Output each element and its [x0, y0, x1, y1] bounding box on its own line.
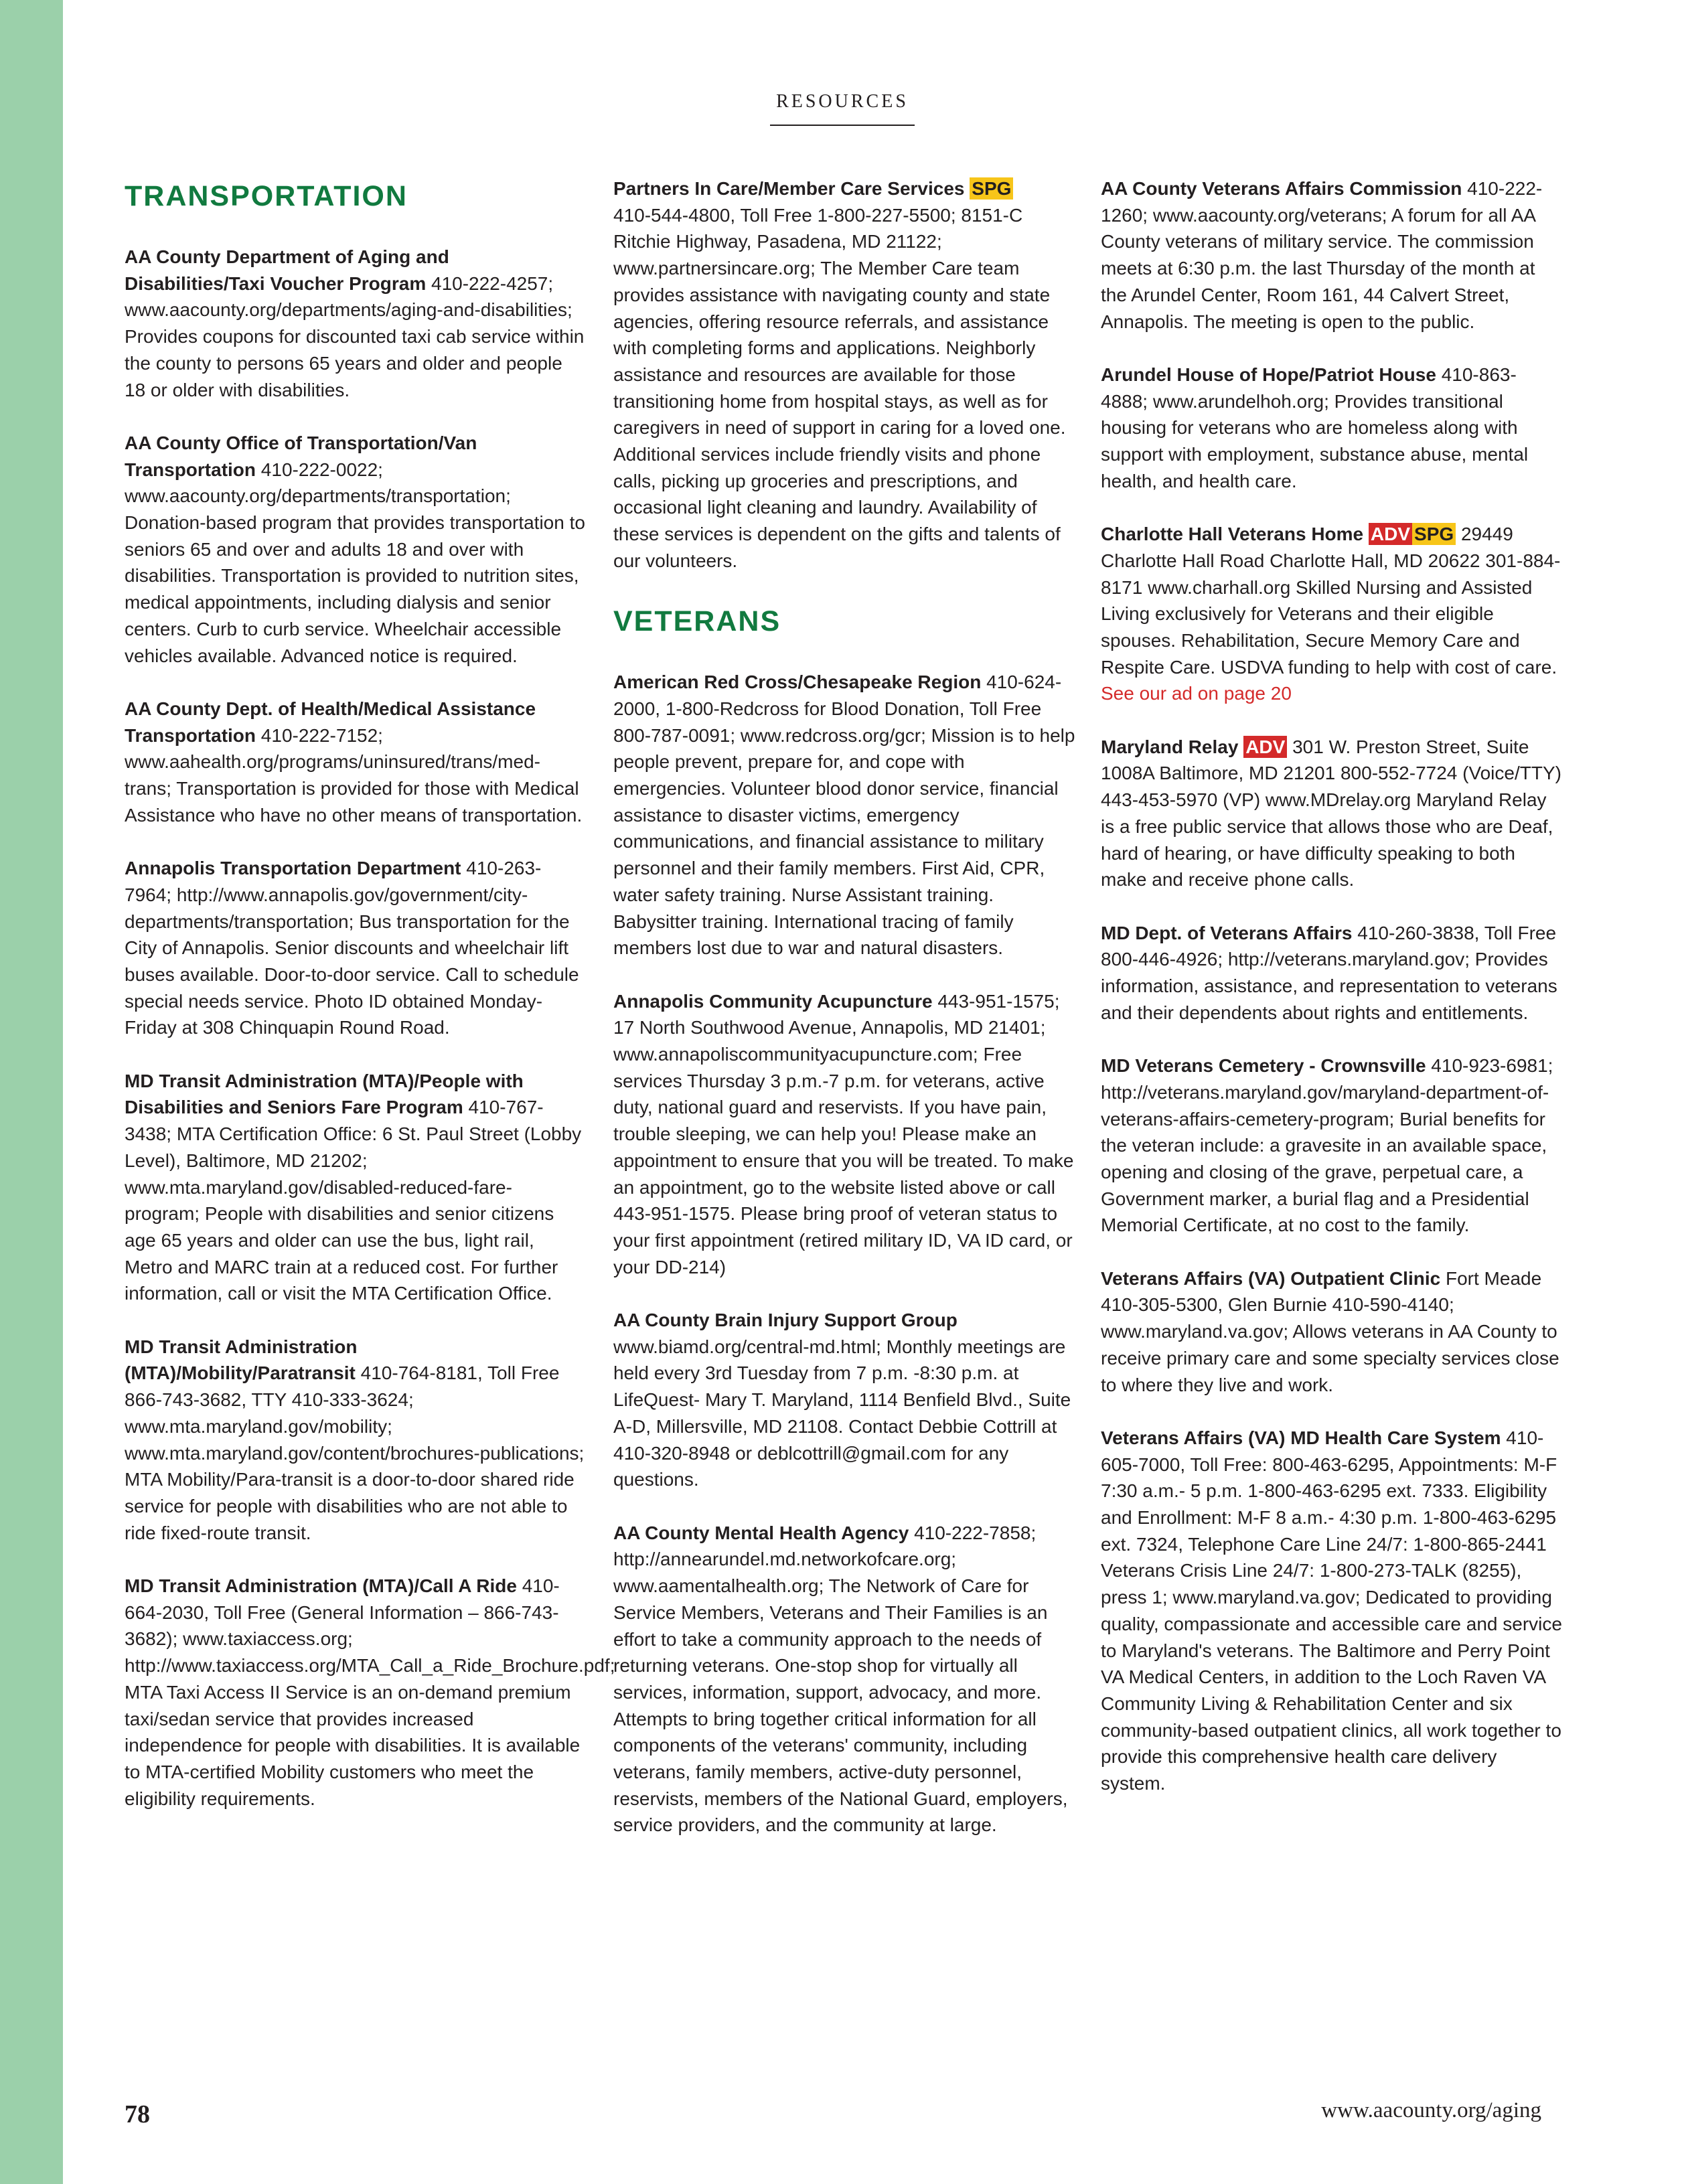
entry-details: 410-863-4888; www.arundelhoh.org; Provides transitional housing for veterans who are homeless along with support with employment, substance abuse, mental health, and health care. [1101, 364, 1529, 491]
entry-details: www.biamd.org/central-md.html; Monthly meetings are held every 3rd Tuesday from 7 p.m. -8:30 p.m. at LifeQuest- Mary T. Maryland, 1114 Benfield Blvd., Suite A-D, Millersville, MD 21108. Contact Debbie Cottrill at 410-320-8948 or deblcottrill@gmail.com for any questions. [613, 1336, 1071, 1490]
entry-name: AA County Office of Transportation/Van Transportation [125, 432, 477, 480]
resource-entry [125, 1068, 585, 1307]
resource-entry [613, 1307, 1075, 1493]
section-title-veterans: VETERANS [613, 605, 781, 638]
entry-details: 410-222-7858; http://annearundel.md.networkofcare.org; www.aamentalhealth.org; The Network of Care for Service Members, Veterans and Their Families is an effort to take a community approach to the needs of returning veterans. One-stop shop for virtually all services, information, support, advocacy, and more. Attempts to bring together critical information for all components of the veterans' community, including veterans, family members, active-duty personnel, reservists, members of the National Guard, employers, service providers, and the community at large. [613, 1522, 1068, 1836]
resource-entry [125, 855, 585, 1041]
entry-name: Arundel House of Hope/Patriot House [1101, 364, 1436, 385]
adv-badge: ADV [1243, 736, 1287, 758]
header-underline [770, 125, 915, 126]
entry-name: Charlotte Hall Veterans Home [1101, 524, 1364, 545]
resource-entry [1101, 1425, 1563, 1797]
entry-name: MD Transit Administration (MTA)/People with Disabilities and Seniors Fare Program [125, 1070, 524, 1118]
entry-name: AA County Dept. of Health/Medical Assistance Transportation [125, 698, 536, 746]
entry-name: Maryland Relay [1101, 736, 1239, 757]
resource-entry [613, 988, 1075, 1281]
entry-name: American Red Cross/Chesapeake Region [613, 672, 982, 693]
entry-name: AA County Department of Aging and Disabilities/Taxi Voucher Program [125, 246, 449, 294]
entry-details: Fort Meade 410-305-5300, Glen Burnie 410-590-4140; www.maryland.va.gov; Allows veterans in AA County to receive primary care and some specialty services close to where they live and work. [1101, 1267, 1559, 1395]
entry-details: 29449 Charlotte Hall Road Charlotte Hall, MD 20622 301-884-8171 www.charhall.org Skilled Nursing and Assisted Living exclusively for Veterans and their eligible spouses. Rehabilitation, Secure Memory Care and Respite Care. USDVA funding to help with cost of care. [1101, 524, 1561, 678]
adv-badge: ADV [1369, 523, 1412, 545]
ad-reference-link[interactable]: See our ad on page 20 [1101, 683, 1292, 704]
resource-entry [613, 1520, 1075, 1839]
entry-details: 410-764-8181, Toll Free 866-743-3682, TTY 410-333-3624; www.mta.maryland.gov/mobility; www.mta.maryland.gov/content/brochures-publications; MTA Mobility/Para-transit is a door-to-door shared ride service for people with disabilities who are not able to ride fixed-route transit. [125, 1362, 585, 1543]
entry-name: MD Transit Administration (MTA)/Call A Ride [125, 1575, 517, 1597]
column-3 [1101, 175, 1563, 1823]
entry-name: Annapolis Community Acupuncture [613, 990, 933, 1012]
column-2 [613, 175, 1075, 1865]
entry-details: 301 W. Preston Street, Suite 1008A Baltimore, MD 21201 800-552-7724 (Voice/TTY) 443-453-5970 (VP) www.MDrelay.org Maryland Relay is a free public service that allows those who are Deaf, hard of hearing, or have difficulty speaking to both make and receive phone calls. [1101, 736, 1561, 890]
footer-url[interactable]: www.aacounty.org/aging [1321, 2098, 1541, 2122]
page-header: RESOURCES [776, 91, 909, 112]
resource-entry [125, 430, 585, 669]
resource-entry [1101, 1265, 1563, 1399]
resource-entry [125, 244, 585, 403]
entry-name: Veterans Affairs (VA) MD Health Care System [1101, 1427, 1501, 1448]
entry-details: 410-544-4800, Toll Free 1-800-227-5500; 8151-C Ritchie Highway, Pasadena, MD 21122; www.partnersincare.org; The Member Care team provides assistance with navigating county and state agencies, offering resource referrals, and assistance with completing forms and applications. Neighborly assistance and resources are available for those transitioning home from hospital stays, as well as for caregivers in need of support in caring for a loved one. Additional services include friendly visits and phone calls, picking up groceries and prescriptions, and occasional light cleaning and laundry. Availability of these services is dependent on the gifts and talents of our volunteers. [613, 204, 1066, 571]
resource-entry [1101, 920, 1563, 1026]
entry-details: 410-222-7152; www.aahealth.org/programs/uninsured/trans/med-trans; Transportation is provided for those with Medical Assistance who have no other means of transportation. [125, 724, 583, 826]
entry-name: AA County Brain Injury Support Group [613, 1310, 958, 1331]
entry-details: 443-951-1575; 17 North Southwood Avenue, Annapolis, MD 21401; www.annapoliscommunityacupuncture.com; Free services Thursday 3 p.m.-7 p.m. for veterans, active duty, national guard and reservists. If you have pain, trouble sleeping, we can help you! Please make an appointment to ensure that you will be treated. To make an appointment, go to the website listed above or call 443-951-1575. Please bring proof of veteran status to your first appointment (retired military ID, VA ID card, or your DD-214) [613, 990, 1074, 1277]
column-1 [125, 175, 615, 1839]
resource-entry [125, 1573, 615, 1812]
entry-details: 410-222-0022; www.aacounty.org/departments/transportation; Donation-based program that provides transportation to seniors 65 and over and adults 18 and over with disabilities. Transportation is provided to nutrition sites, medical appointments, including dialysis and senior centers. Curb to curb service. Wheelchair accessible vehicles available. Advanced notice is required. [125, 459, 585, 666]
resource-entry [613, 175, 1075, 574]
entry-details: 410-222-4257; www.aacounty.org/departments/aging-and-disabilities; Provides coupons for discounted taxi cab service within the county to persons 65 years and older and people 18 or older with disabilities. [125, 272, 585, 400]
side-color-bar [0, 0, 63, 2184]
spg-badge: SPG [1412, 523, 1456, 545]
entry-details: 410-767-3438; MTA Certification Office: 6 St. Paul Street (Lobby Level), Baltimore, MD 21202; www.mta.maryland.gov/disabled-reduced-fare-program; People with disabilities and senior citizens age 65 years and older can use the bus, light rail, Metro and MARC train at a reduced cost. For further information, call or visit the MTA Certification Office. [125, 1097, 582, 1304]
spg-badge: SPG [970, 177, 1013, 200]
entry-details: 410-605-7000, Toll Free: 800-463-6295, Appointments: M-F 7:30 a.m.- 5 p.m. 1-800-463-6295 ext. 7333. Eligibility and Enrollment: M-F 8 a.m.- 4:30 p.m. 1-800-463-6295 ext. 7324, Telephone Care Line 24/7: 1-800-865-2441 Veterans Crisis Line 24/7: 1-800-273-TALK (8255), press 1; www.maryland.va.gov; Dedicated to providing quality, compassionate and accessible care and service to Maryland's veterans. The Baltimore and Perry Point VA Medical Centers, in addition to the Loch Raven VA Community Living & Rehabilitation Center and six community-based outpatient clinics, all work together to provide this comprehensive health care delivery system. [1101, 1427, 1562, 1794]
resource-entry [1101, 175, 1563, 335]
resource-entry [1101, 734, 1563, 893]
entry-details: 410-923-6981; http://veterans.maryland.gov/maryland-department-of-veterans-affairs-cemetery-program; Burial benefits for the veteran include: a gravesite in an available space, opening and closing of the grave, perpetual care, a Government marker, a burial flag and a Presidential Memorial Certificate, at no cost to the family. [1101, 1055, 1553, 1236]
entry-name: Partners In Care/Member Care Services [613, 178, 965, 199]
transportation-list [125, 244, 615, 1812]
entry-name: AA County Mental Health Agency [613, 1522, 909, 1543]
entry-name: MD Veterans Cemetery - Crownsville [1101, 1055, 1426, 1077]
resource-entry [1101, 362, 1563, 495]
entry-name: AA County Veterans Affairs Commission [1101, 178, 1462, 199]
resource-entry [613, 669, 1075, 961]
entry-details: 410-664-2030, Toll Free (General Information – 866-743-3682); www.taxiaccess.org; http://www.taxiaccess.org/MTA_Call_a_Ride_Brochure.pdf; MTA Taxi Access II Service is an on-demand premium taxi/sedan service that provides increased independence for people with disabilities. It is available to MTA-certified Mobility customers who meet the eligibility requirements. [125, 1575, 615, 1809]
entry-name: Annapolis Transportation Department [125, 858, 461, 879]
page-number: 78 [125, 2100, 150, 2128]
section-title-transportation: TRANSPORTATION [125, 180, 408, 212]
entry-details: 410-222-1260; www.aacounty.org/veterans; A forum for all AA County veterans of military service. The commission meets at 6:30 p.m. the last Thursday of the month at the Arundel Center, Room 161, 44 Calvert Street, Annapolis. The meeting is open to the public. [1101, 178, 1543, 332]
resource-entry [125, 1334, 585, 1547]
entry-name: MD Dept. of Veterans Affairs [1101, 922, 1353, 943]
entry-details: 410-624-2000, 1-800-Redcross for Blood Donation, Toll Free 800-787-0091; www.redcross.org/gcr; Mission is to help people prevent, prepare for, and cope with emergencies. Volunteer blood donor service, financial assistance to disaster victims, emergency communications, and financial assistance to military personnel and their family members. First Aid, CPR, water safety training. Nurse Assistant training. Babysitter training. International tracing of family members lost due to war and natural disasters. [613, 672, 1075, 959]
entry-details: 410-260-3838, Toll Free 800-446-4926; http://veterans.maryland.gov; Provides information, assistance, and representation to veterans and their dependents about rights and entitlements. [1101, 922, 1557, 1023]
entry-name: MD Transit Administration (MTA)/Mobility/Paratransit [125, 1336, 358, 1384]
resource-entry [1101, 1052, 1563, 1239]
resource-entry [125, 696, 585, 829]
resource-entry [1101, 521, 1563, 707]
entry-name: Veterans Affairs (VA) Outpatient Clinic [1101, 1267, 1441, 1289]
entry-details: 410-263-7964; http://www.annapolis.gov/government/city-departments/transportation; Bus transportation for the City of Annapolis. Senior discounts and wheelchair lift buses available. Door-to-door service. Call to schedule special needs service. Photo ID obtained Monday-Friday at 308 Chinquapin Round Road. [125, 858, 579, 1038]
